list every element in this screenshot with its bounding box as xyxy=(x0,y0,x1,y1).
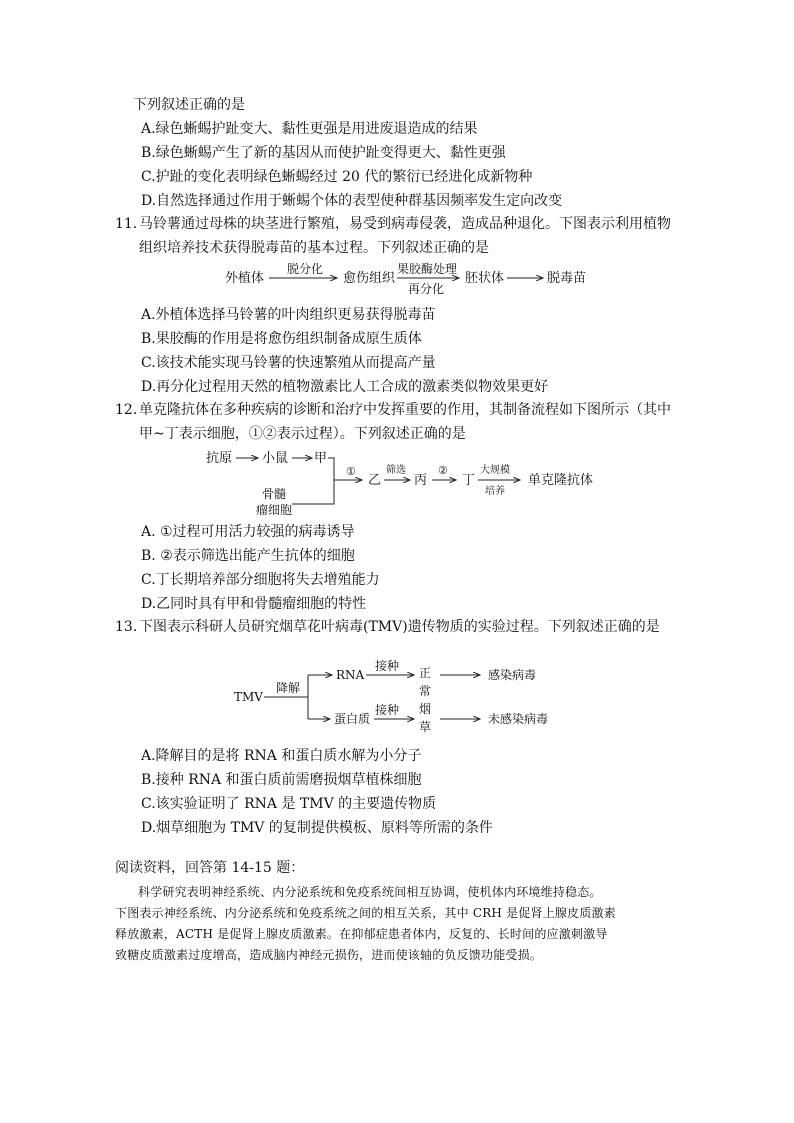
q11-explant: 外植体 xyxy=(225,271,265,286)
q10-option-d: D.自然选择通过作用于蜥蜴个体的表型使种群基因频率发生定向改变 xyxy=(141,193,563,209)
q11-option-d: D.再分化过程用天然的植物激素比人工合成的激素类似物效果更好 xyxy=(141,379,549,395)
q12-bing: 丙 xyxy=(414,473,428,488)
q13-infected: 感染病毒 xyxy=(488,668,537,682)
q10-option-c: C.护趾的变化表明绿色蜥蜴经过 20 代的繁衍已经进化成新物种 xyxy=(141,169,533,185)
q12-large-scale-label: 大规模 xyxy=(480,465,510,476)
reading-heading: 阅读资料，回答第 14-15 题： xyxy=(115,860,305,876)
q12-jia: 甲 xyxy=(314,451,328,466)
q13-degrade-label: 降解 xyxy=(276,681,301,695)
q11-option-c: C.该技术能实现马铃薯的快速繁殖从而提高产量 xyxy=(141,355,436,371)
q13-option-a: A.降解目的是将 RNA 和蛋白质水解为小分子 xyxy=(141,748,422,764)
q13-tmv-experiment-diagram xyxy=(230,655,570,737)
reading-line-2: 下图表示神经系统、内分泌系统和免疫系统之间的相互关系，其中 CRH 是促肾上腺皮质激素 xyxy=(115,906,616,920)
q11-stem-line1: 马铃薯通过母株的块茎进行繁殖，易受到病毒侵袭，造成品种退化。下图表示利用植物 xyxy=(139,216,671,232)
q12-stem-line1: 单克隆抗体在多种疾病的诊断和治疗中发挥重要的作用，其制备流程如下图所示（其中 xyxy=(139,402,671,418)
q12-stem-line2: 甲~丁表示细胞，①②表示过程）。下列叙述正确的是 xyxy=(139,426,466,442)
q12-antigen: 抗原 xyxy=(206,451,233,466)
reading-line-1: 科学研究表明神经系统、内分泌系统和免疫系统间相互协调，使机体内环境维持稳态。 xyxy=(138,885,602,899)
q13-option-d: D.烟草细胞为 TMV 的复制提供模板、原料等所需的条件 xyxy=(141,820,493,836)
q12-screen-label: 筛选 xyxy=(386,465,406,476)
q12-marrow-line2: 瘤细胞 xyxy=(256,503,293,517)
q13-plant-char-1: 正 xyxy=(419,666,432,680)
q11-embryoid: 胚状体 xyxy=(465,271,505,286)
q11-pectinase-label: 果胶酶处理 xyxy=(397,262,458,276)
reading-line-4: 致糖皮质激素过度增高，造成脑内神经元损伤，进而使该轴的负反馈功能受损。 xyxy=(115,948,543,962)
q12-ding: 丁 xyxy=(462,473,476,488)
q10-option-b: B.绿色蜥蜴产生了新的基因从而使护趾变得更大、黏性更强 xyxy=(141,145,506,161)
q13-tmv: TMV xyxy=(234,690,263,704)
q12-mouse: 小鼠 xyxy=(262,451,289,466)
q12-number: 12． xyxy=(115,402,147,418)
q13-rna: RNA xyxy=(336,668,365,682)
q11-option-b: B.果胶酶的作用是将愈伤组织制备成原生质体 xyxy=(141,331,422,347)
q13-number: 13． xyxy=(115,619,147,635)
q11-stem-line2: 组织培养技术获得脱毒苗的基本过程。下列叙述正确的是 xyxy=(139,240,489,256)
q12-monoclonal-antibody-diagram xyxy=(200,446,600,518)
q13-plant-char-3: 烟 xyxy=(419,702,432,716)
q11-callus: 愈伤组织 xyxy=(343,271,396,286)
q12-option-a: A. ①过程可用活力较强的病毒诱导 xyxy=(141,524,355,540)
q13-plant-char-4: 草 xyxy=(419,720,432,734)
q12-option-c: C.丁长期培养部分细胞将失去增殖能力 xyxy=(141,572,380,588)
q13-option-c: C.该实验证明了 RNA 是 TMV 的主要遗传物质 xyxy=(141,796,437,812)
q13-uninfected: 未感染病毒 xyxy=(488,712,549,726)
q11-seedling: 脱毒苗 xyxy=(547,271,587,286)
q13-option-b: B.接种 RNA 和蛋白质前需磨损烟草植株细胞 xyxy=(141,772,422,788)
reading-line-3: 释放激素，ACTH 是促肾上腺皮质激素。在抑郁症患者体内，反复的、长时间的应激刺激导 xyxy=(115,927,608,941)
q13-stem: 下图表示科研人员研究烟草花叶病毒(TMV)遗传物质的实验过程。下列叙述正确的是 xyxy=(139,619,660,635)
q13-inoculate-label-2: 接种 xyxy=(375,703,400,717)
q10-option-a: A.绿色蜥蜴护趾变大、黏性更强是用进废退造成的结果 xyxy=(141,121,478,137)
q11-tissue-culture-diagram xyxy=(225,260,605,298)
q12-yi: 乙 xyxy=(368,473,382,488)
q13-inoculate-label-1: 接种 xyxy=(375,659,400,673)
q11-dediff-label: 脱分化 xyxy=(287,262,324,276)
q12-option-d: D.乙同时具有甲和骨髓瘤细胞的特性 xyxy=(141,596,367,612)
q11-rediff-label: 再分化 xyxy=(408,282,445,296)
q12-culture-label: 培养 xyxy=(485,486,505,497)
q12-mab: 单克隆抗体 xyxy=(528,473,594,488)
q10-stem-tail: 下列叙述正确的是 xyxy=(133,97,245,113)
q11-option-a: A.外植体选择马铃薯的叶肉组织更易获得脱毒苗 xyxy=(141,307,436,323)
q12-step2-label: ② xyxy=(438,464,448,477)
q13-protein: 蛋白质 xyxy=(334,712,371,726)
q12-marrow-line1: 骨髓 xyxy=(262,487,287,501)
q12-step1-label: ① xyxy=(346,465,356,478)
q11-number: 11． xyxy=(115,216,147,232)
q12-option-b: B. ②表示筛选出能产生抗体的细胞 xyxy=(141,548,355,564)
q13-plant-char-2: 常 xyxy=(419,684,432,698)
